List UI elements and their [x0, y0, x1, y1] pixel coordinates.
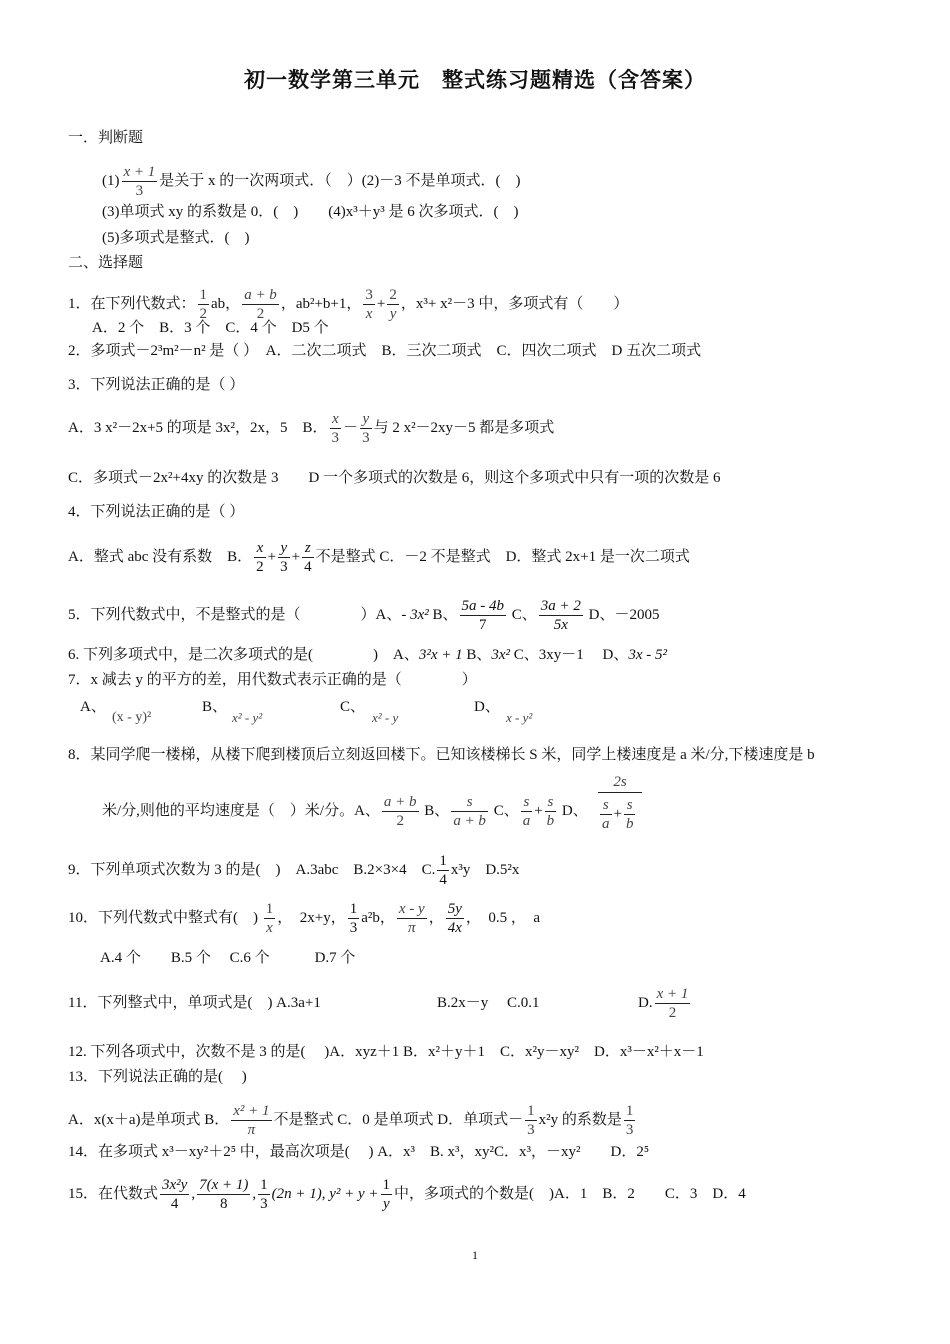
fraction: $\frac{5a - 4b}{7}$: [461, 598, 505, 633]
s1-question-5: (5)多项式是整式．( ): [102, 230, 250, 246]
fraction: $\frac{2}{y}$: [389, 287, 397, 322]
fraction: $\frac{s}{b}$: [546, 794, 555, 829]
s2-question-11-d: D. $\frac{x + 1}{2}$: [638, 986, 689, 1021]
s2-question-3-ab: A．3 x²－2x+5 的项是 3x²，2x，5 B． $\frac{x}{3}$ － $\frac{y}{3}$ 与 2 x²－2xy－5 都是多项式: [68, 411, 555, 446]
s2-question-11-a: 11．下列整式中，单项式是( ) A.3a+1: [68, 995, 321, 1011]
fraction: $\frac{a + b}{2}$: [383, 794, 417, 829]
s2-question-3-cd: C．多项式－2x²+4xy 的次数是 3 D 一个多项式的次数是 6，则这个多项式中只有一项的次数是 6: [68, 470, 721, 486]
fraction: $\frac{x}{3}$: [331, 411, 340, 446]
fraction: $\frac{x}{2}$: [256, 540, 264, 575]
s2-question-7-option-b: B、: [202, 699, 228, 715]
fraction: $\frac{z}{4}$: [304, 540, 312, 575]
fraction: $\frac{a + b}{2}$: [244, 287, 277, 322]
s2-question-2: 2．多项式－2³m²－n² 是（ ） A．二次二项式 B．三次二项式 C．四次二项式 D 五次二项式: [68, 343, 702, 359]
fraction: $\frac{1}{3}$: [527, 1103, 535, 1138]
s2-question-12: 12. 下列各项式中，次数不是 3 的是( )A．xyz＋1 B．x²＋y＋1 C．x²y－xy² D．x³－x²＋x－1: [68, 1044, 704, 1060]
fraction: $\frac{5y}{4x}$: [447, 901, 462, 936]
s2-question-15: 15．在代数式 $\frac{\text{3x²y}}{4}$ , $\frac{7(x + 1)}{8}$ , $\frac{1}{3}$ (2n + 1), y² + y + $\frac{1}{y}$ 中，多项式的个数是( )A．1 B．2 C．3 D．4: [68, 1177, 746, 1212]
fraction: $\frac{s}{a}$: [522, 794, 531, 829]
fraction: $\frac{1}{3}$: [260, 1177, 268, 1212]
page-number: 1: [472, 1248, 478, 1262]
fraction: $\frac{1}{4}$: [439, 853, 447, 888]
s2-question-8-d-denominator: $\frac{s}{a}$ + $\frac{s}{b}$: [602, 797, 634, 832]
s2-question-10: 10．下列代数式中整式有( ) $\frac{1}{x}$ ， 2x+y， $\frac{1}{3}$ a²b， $\frac{x - y}{\pi}$ ， $\frac{5y}{4x}$ ， 0.5 ， a: [68, 901, 541, 936]
s2-question-4-options: A．整式 abc 没有系数 B． $\frac{x}{2}$ + $\frac{y}{3}$ + $\frac{z}{4}$ 不是整式 C．－2 不是整式 D．整式 2x+1 是一次二项式: [68, 540, 690, 575]
fraction: $\frac{1}{x}$: [265, 901, 274, 936]
s2-question-1: 1．在下列代数式： $\frac{1}{2}$ ab， $\frac{a + b}{2}$ ，ab²+b+1， $\frac{3}{x}$ + $\frac{2}{y}$ ，x³+ x²－3 中，多项式有（ ）: [68, 287, 629, 322]
fraction: $\frac{\text{3x²y}}{4}$: [162, 1177, 188, 1212]
s2-question-3-stem: 3．下列说法正确的是（ ）: [68, 377, 245, 393]
s2-question-6: 6. 下列多项式中，是二次多项式的是( ) A、3²x + 1 B、3x² C、3xy－1 D、3x - 5²: [68, 647, 668, 663]
fraction: $\frac{x + 1}{2}$: [656, 986, 689, 1021]
fraction: $\frac{y}{3}$: [362, 411, 370, 446]
s2-question-7-option-b-expr: x² - y²: [232, 710, 263, 725]
s2-question-13-options: A．x(x＋a)是单项式 B． $\frac{\text{x² + 1}}{\pi}$ 不是整式 C．0 是单项式 D．单项式－ $\frac{1}{3}$ x²y 的系数是 $\frac{1}{3}$: [68, 1103, 634, 1138]
s2-question-7-option-a-expr: (x - y)²: [112, 710, 152, 725]
s2-question-8-line-1: 8．某同学爬一楼梯，从楼下爬到楼顶后立刻返回楼下。已知该楼梯长 S 米，同学上楼速度是 a 米/分,下楼速度是 b: [68, 747, 815, 763]
s2-question-9: 9．下列单项式次数为 3 的是( ) A.3abc B.2×3×4 C. $\frac{1}{4}$ x³y D.5²x: [68, 853, 520, 888]
s1-question-3-4: (3)单项式 xy 的系数是 0．( ) (4)x³＋y³ 是 6 次多项式．( ): [102, 204, 519, 220]
fraction: $\frac{\text{x² + 1}}{\pi}$: [233, 1103, 270, 1138]
s2-question-7-stem: 7．x 减去 y 的平方的差，用代数式表示正确的是（ ）: [68, 672, 477, 688]
s2-question-5: 5．下列代数式中，不是整式的是（ ）A、- 3x² B、 $\frac{5a - 4b}{7}$ C、 $\frac{3a + 2}{5x}$ D、－2005: [68, 598, 660, 633]
s2-question-7-option-c-expr: x² - y: [372, 710, 399, 725]
s2-question-7-option-d-expr: x - y²: [506, 710, 533, 725]
section-1-heading: 一．判断题: [68, 130, 144, 146]
s2-question-10-options: A.4 个 B.5 个 C.6 个 D.7 个: [100, 950, 356, 966]
fraction: $\frac{1}{3}$: [625, 1103, 634, 1138]
page-title: 初一数学第三单元 整式练习题精选（含答案）: [244, 68, 706, 92]
section-2-heading: 二、选择题: [68, 255, 144, 271]
fraction: $\frac{x - y}{\pi}$: [398, 901, 425, 936]
fraction: $\frac{3}{x}$: [365, 287, 373, 322]
fraction: $\frac{1}{3}$: [349, 901, 358, 936]
s2-question-14: 14．在多项式 x³－xy²＋2⁵ 中，最高次项是( ) A．x³ B. x³，xy²C．x³，－xy² D．2⁵: [68, 1144, 650, 1160]
fraction: $\frac{s}{a}$: [602, 797, 610, 832]
s2-question-11-bc: B.2x－y C.0.1: [437, 995, 540, 1011]
fraction: $\frac{1}{y}$: [382, 1177, 391, 1212]
fraction: $\frac{3a + 2}{5x}$: [540, 598, 581, 633]
s2-question-1-options: A．2 个 B．3 个 C．4 个 D5 个: [92, 320, 329, 336]
s2-question-4-stem: 4．下列说法正确的是（ ）: [68, 504, 245, 520]
s2-question-7-option-c: C、: [340, 699, 366, 715]
s1-question-1-2: (1) $\frac{x + 1}{3}$ 是关于 x 的一次两项式．（ ）(2)－3 不是单项式．( ): [102, 164, 521, 199]
fraction: $\frac{7(x + 1)}{8}$: [199, 1177, 249, 1212]
s2-question-8-d-numerator: 2s: [598, 772, 642, 793]
s2-question-7-option-a: A、: [80, 699, 106, 715]
fraction: $\frac{s}{b}$: [625, 797, 634, 832]
fraction: $\frac{1}{2}$: [199, 287, 208, 322]
fraction: $\frac{x + 1}{3}$: [123, 164, 156, 199]
s2-question-8-line-2: 米/分,则他的平均速度是（ ）米/分。A、 $\frac{a + b}{2}$ B、 $\frac{s}{a + b}$ C、 $\frac{s}{a}$ + $\frac{s}{b}$ D、: [102, 794, 588, 829]
fraction: $\frac{y}{3}$: [280, 540, 288, 575]
s2-question-7-option-d: D、: [474, 699, 500, 715]
s2-question-13-stem: 13．下列说法正确的是( ): [68, 1069, 247, 1085]
fraction: $\frac{s}{a + b}$: [453, 794, 486, 829]
